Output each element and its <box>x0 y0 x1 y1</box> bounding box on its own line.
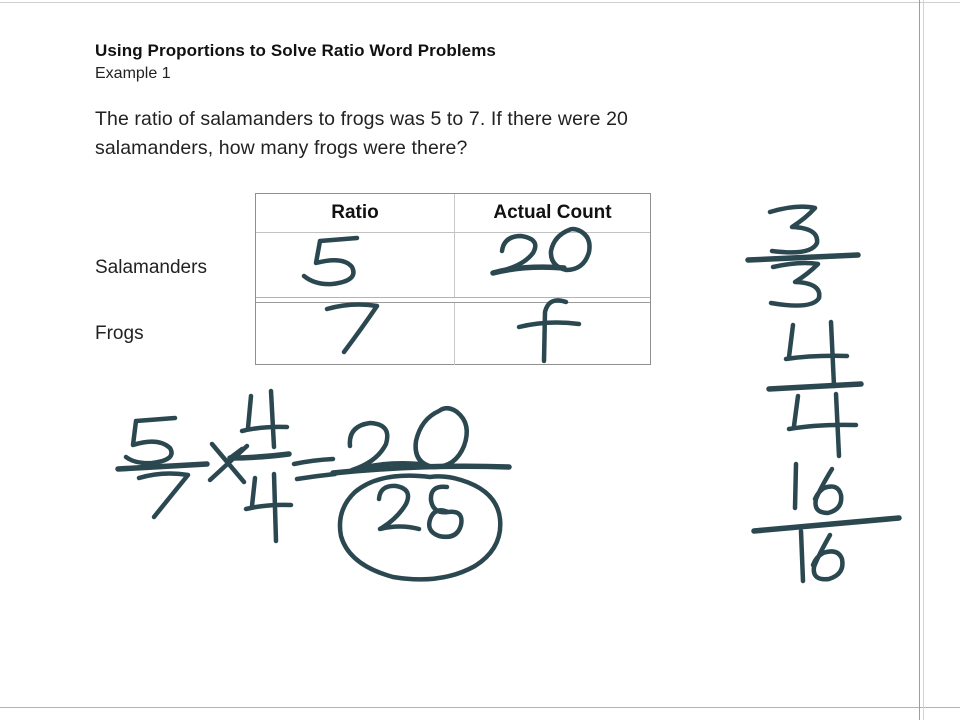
handwritten-answer-circle <box>340 476 500 580</box>
handwritten-fraction-sixteen-sixteenths <box>754 464 899 581</box>
cell-salamanders-ratio <box>256 233 455 297</box>
table-header-actual-count: Actual Count <box>493 202 612 223</box>
page-edge-bottom <box>0 707 960 708</box>
example-label: Example 1 <box>95 65 171 82</box>
page-edge-top <box>0 2 960 3</box>
cell-frogs-actual-count <box>455 303 650 365</box>
problem-text-line-1: The ratio of salamanders to frogs was 5 to 7. If there were 20 <box>95 108 628 130</box>
table-row-salamanders <box>256 233 650 298</box>
problem-text-line-2: salamanders, how many frogs were there? <box>95 136 468 159</box>
handwritten-fraction-three-thirds <box>748 207 858 306</box>
cell-salamanders-actual-count <box>455 233 650 297</box>
page-edge-right <box>919 0 920 720</box>
ratio-table <box>255 193 651 365</box>
row-label-frogs: Frogs <box>95 323 144 344</box>
handwritten-fraction-four-fourths <box>769 322 861 456</box>
page-edge-right-shadow <box>923 0 924 720</box>
table-header-row <box>256 194 650 233</box>
row-label-salamanders: Salamanders <box>95 257 207 278</box>
cell-frogs-ratio <box>256 303 455 365</box>
page-title: Using Proportions to Solve Ratio Word Problems <box>95 41 496 60</box>
handwritten-equation <box>118 391 509 541</box>
table-row-frogs <box>256 302 650 365</box>
problem-text <box>95 105 628 162</box>
table-header-ratio: Ratio <box>256 194 455 232</box>
